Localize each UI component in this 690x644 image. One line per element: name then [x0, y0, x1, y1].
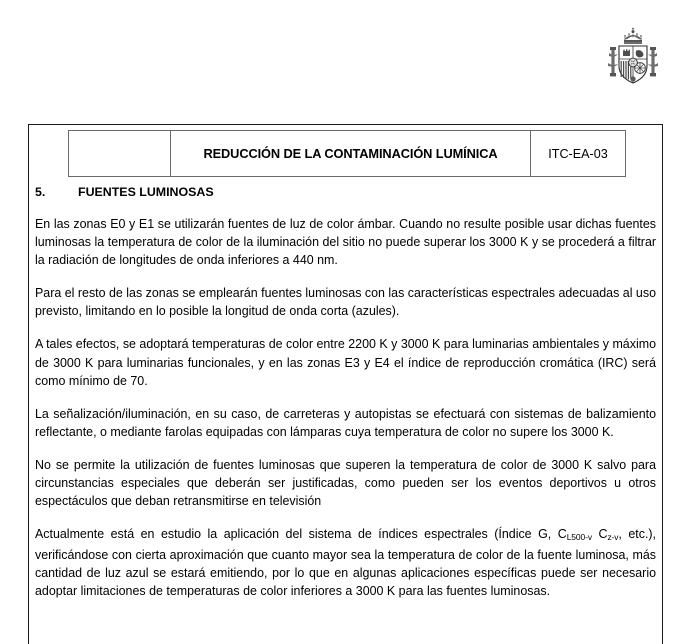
section-number: 5.: [35, 185, 46, 199]
header-logo-cell: [69, 131, 171, 177]
spectral-index-subscript-2: z-v: [607, 532, 619, 543]
header-document-title: REDUCCIÓN DE LA CONTAMINACIÓN LUMÍNICA: [171, 131, 531, 177]
table-row: [69, 131, 626, 177]
spanish-coat-of-arms-emblem: [604, 26, 662, 92]
paragraph-6-text-end: , etc.), verificándose con cierta aproximación que cuanto mayor sea la temperatura de color de la fuente luminosa, más cantidad de luz azul se estará emitiendo, por lo que en algunas aplicaciones específicas puede ser necesario adoptar limitaciones de temperaturas de color inferiores a 3000 K para las fuentes luminosas.: [35, 527, 656, 599]
document-header-table: [68, 130, 626, 177]
paragraph-1: En las zonas E0 y E1 se utilizarán fuentes de luz de color ámbar. Cuando no resulte posible usar dichas fuentes luminosas la temperatura de color de la iluminación del sitio no puede superar los 3000 K y se procederá a filtrar la radiación de longitudes de onda inferiores a 440 nm.: [35, 217, 656, 268]
paragraph-6: [35, 525, 656, 600]
paragraph-3: A tales efectos, se adoptará temperaturas de color entre 2200 K y 3000 K para luminarias ambientales y máximo de 3000 K para luminarias funcionales, y en las zonas E3 y E4 el índice de reproducción cromática (IRC) será como mínimo de 70.: [35, 337, 656, 388]
paragraph-4: La señalización/iluminación, en su caso, de carreteras y autopistas se efectuará con sistemas de balizamiento reflectante, o mediante farolas equipadas con lámparas cuya temperatura de color no supere los 3000 K.: [35, 406, 656, 439]
coat-of-arms-icon: [604, 26, 662, 92]
header-document-code: ITC-EA-03: [531, 131, 626, 177]
spectral-index-subscript-1: L500-v: [566, 532, 592, 543]
paragraph-6-text-mid: C: [591, 527, 608, 542]
paragraph-2: Para el resto de las zonas se emplearán fuentes luminosas con las características espectrales adecuadas al uso previsto, limitando en lo posible la longitud de onda corta (azules).: [35, 286, 656, 319]
document-body: [35, 215, 656, 600]
paragraph-5: No se permite la utilización de fuentes luminosas que superen la temperatura de color de 3000 K salvo para circunstancias especiales que deberán ser justificadas, como pueden ser los eventos deportivos u otros espectáculos que deban retransmitirse en televisión: [35, 457, 656, 509]
section-heading: [35, 185, 214, 199]
section-title: FUENTES LUMINOSAS: [78, 185, 214, 199]
paragraph-6-text-start: Actualmente está en estudio la aplicación del sistema de índices espectrales (Índice G, C: [35, 527, 567, 542]
